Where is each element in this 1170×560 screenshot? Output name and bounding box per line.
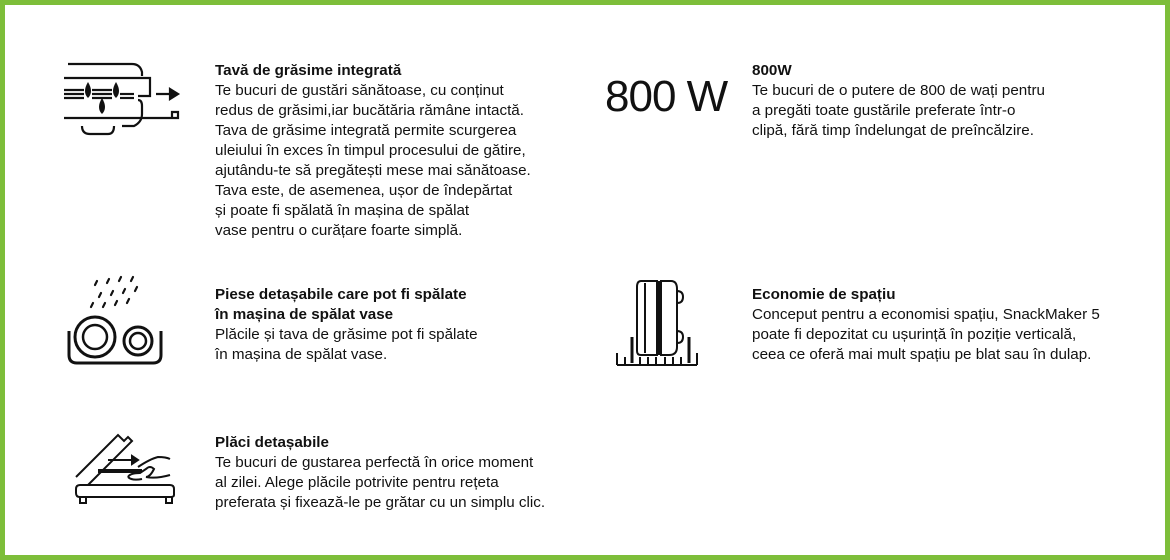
- feature-line: al zilei. Alege plăcile potrivite pentru rețeta: [215, 474, 499, 491]
- feature-text: [215, 61, 531, 241]
- feature-line: și poate fi spălată în mașina de spălat: [215, 202, 470, 219]
- feature-line: ajutându-te să pregătești mese mai sănătoase.: [215, 162, 531, 179]
- feature-title: 800W: [752, 62, 792, 79]
- grease-tray-icon: [60, 60, 190, 140]
- detachable-plates-icon: [70, 433, 180, 505]
- feature-text: [752, 61, 1045, 141]
- feature-line: Te bucuri de gustarea perfectă în orice moment: [215, 454, 534, 471]
- feature-text: [215, 433, 545, 513]
- feature-title: Tavă de grăsime integrată: [215, 62, 402, 79]
- feature-line: clipă, fără timp îndelungat de preîncălzire.: [752, 122, 1034, 139]
- feature-line: preferata și fixează-le pe grătar cu un simplu clic.: [215, 494, 546, 511]
- feature-text: [215, 285, 478, 365]
- feature-line: Te bucuri de gustări sănătoase, cu conținut: [215, 82, 504, 99]
- feature-line: a pregăti toate gustările preferate într-o: [752, 102, 1016, 119]
- feature-line: Tava este, de asemenea, ușor de îndepărtat: [215, 182, 513, 199]
- feature-title: Economie de spațiu: [752, 286, 896, 303]
- feature-title: în mașina de spălat vase: [215, 306, 394, 323]
- feature-line: vase pentru o curățare foarte simplă.: [215, 222, 463, 239]
- feature-text: [752, 285, 1100, 365]
- vertical-storage-icon: [615, 277, 699, 367]
- feature-line: Plăcile și tava de grăsime pot fi spălate: [215, 326, 478, 343]
- feature-line: Te bucuri de o putere de 800 de wați pentru: [752, 82, 1045, 99]
- feature-title: Piese detașabile care pot fi spălate: [215, 286, 467, 303]
- feature-line: Tava de grăsime integrată permite scurgerea: [215, 122, 517, 139]
- feature-line: în mașina de spălat vase.: [215, 346, 388, 363]
- feature-title: Plăci detașabile: [215, 434, 329, 451]
- feature-line: uleiului în exces în timpul procesului de gătire,: [215, 142, 526, 159]
- 800w-icon: 800 W: [605, 72, 728, 121]
- feature-line: poate fi depozitat cu ușurință în poziție verticală,: [752, 326, 1077, 343]
- feature-line: Conceput pentru a economisi spațiu, SnackMaker 5: [752, 306, 1100, 323]
- feature-line: redus de grăsimi,iar bucătăria rămâne intactă.: [215, 102, 524, 119]
- feature-line: ceea ce oferă mai mult spațiu pe blat sau în dulap.: [752, 346, 1092, 363]
- dishwasher-plates-icon: [65, 267, 165, 367]
